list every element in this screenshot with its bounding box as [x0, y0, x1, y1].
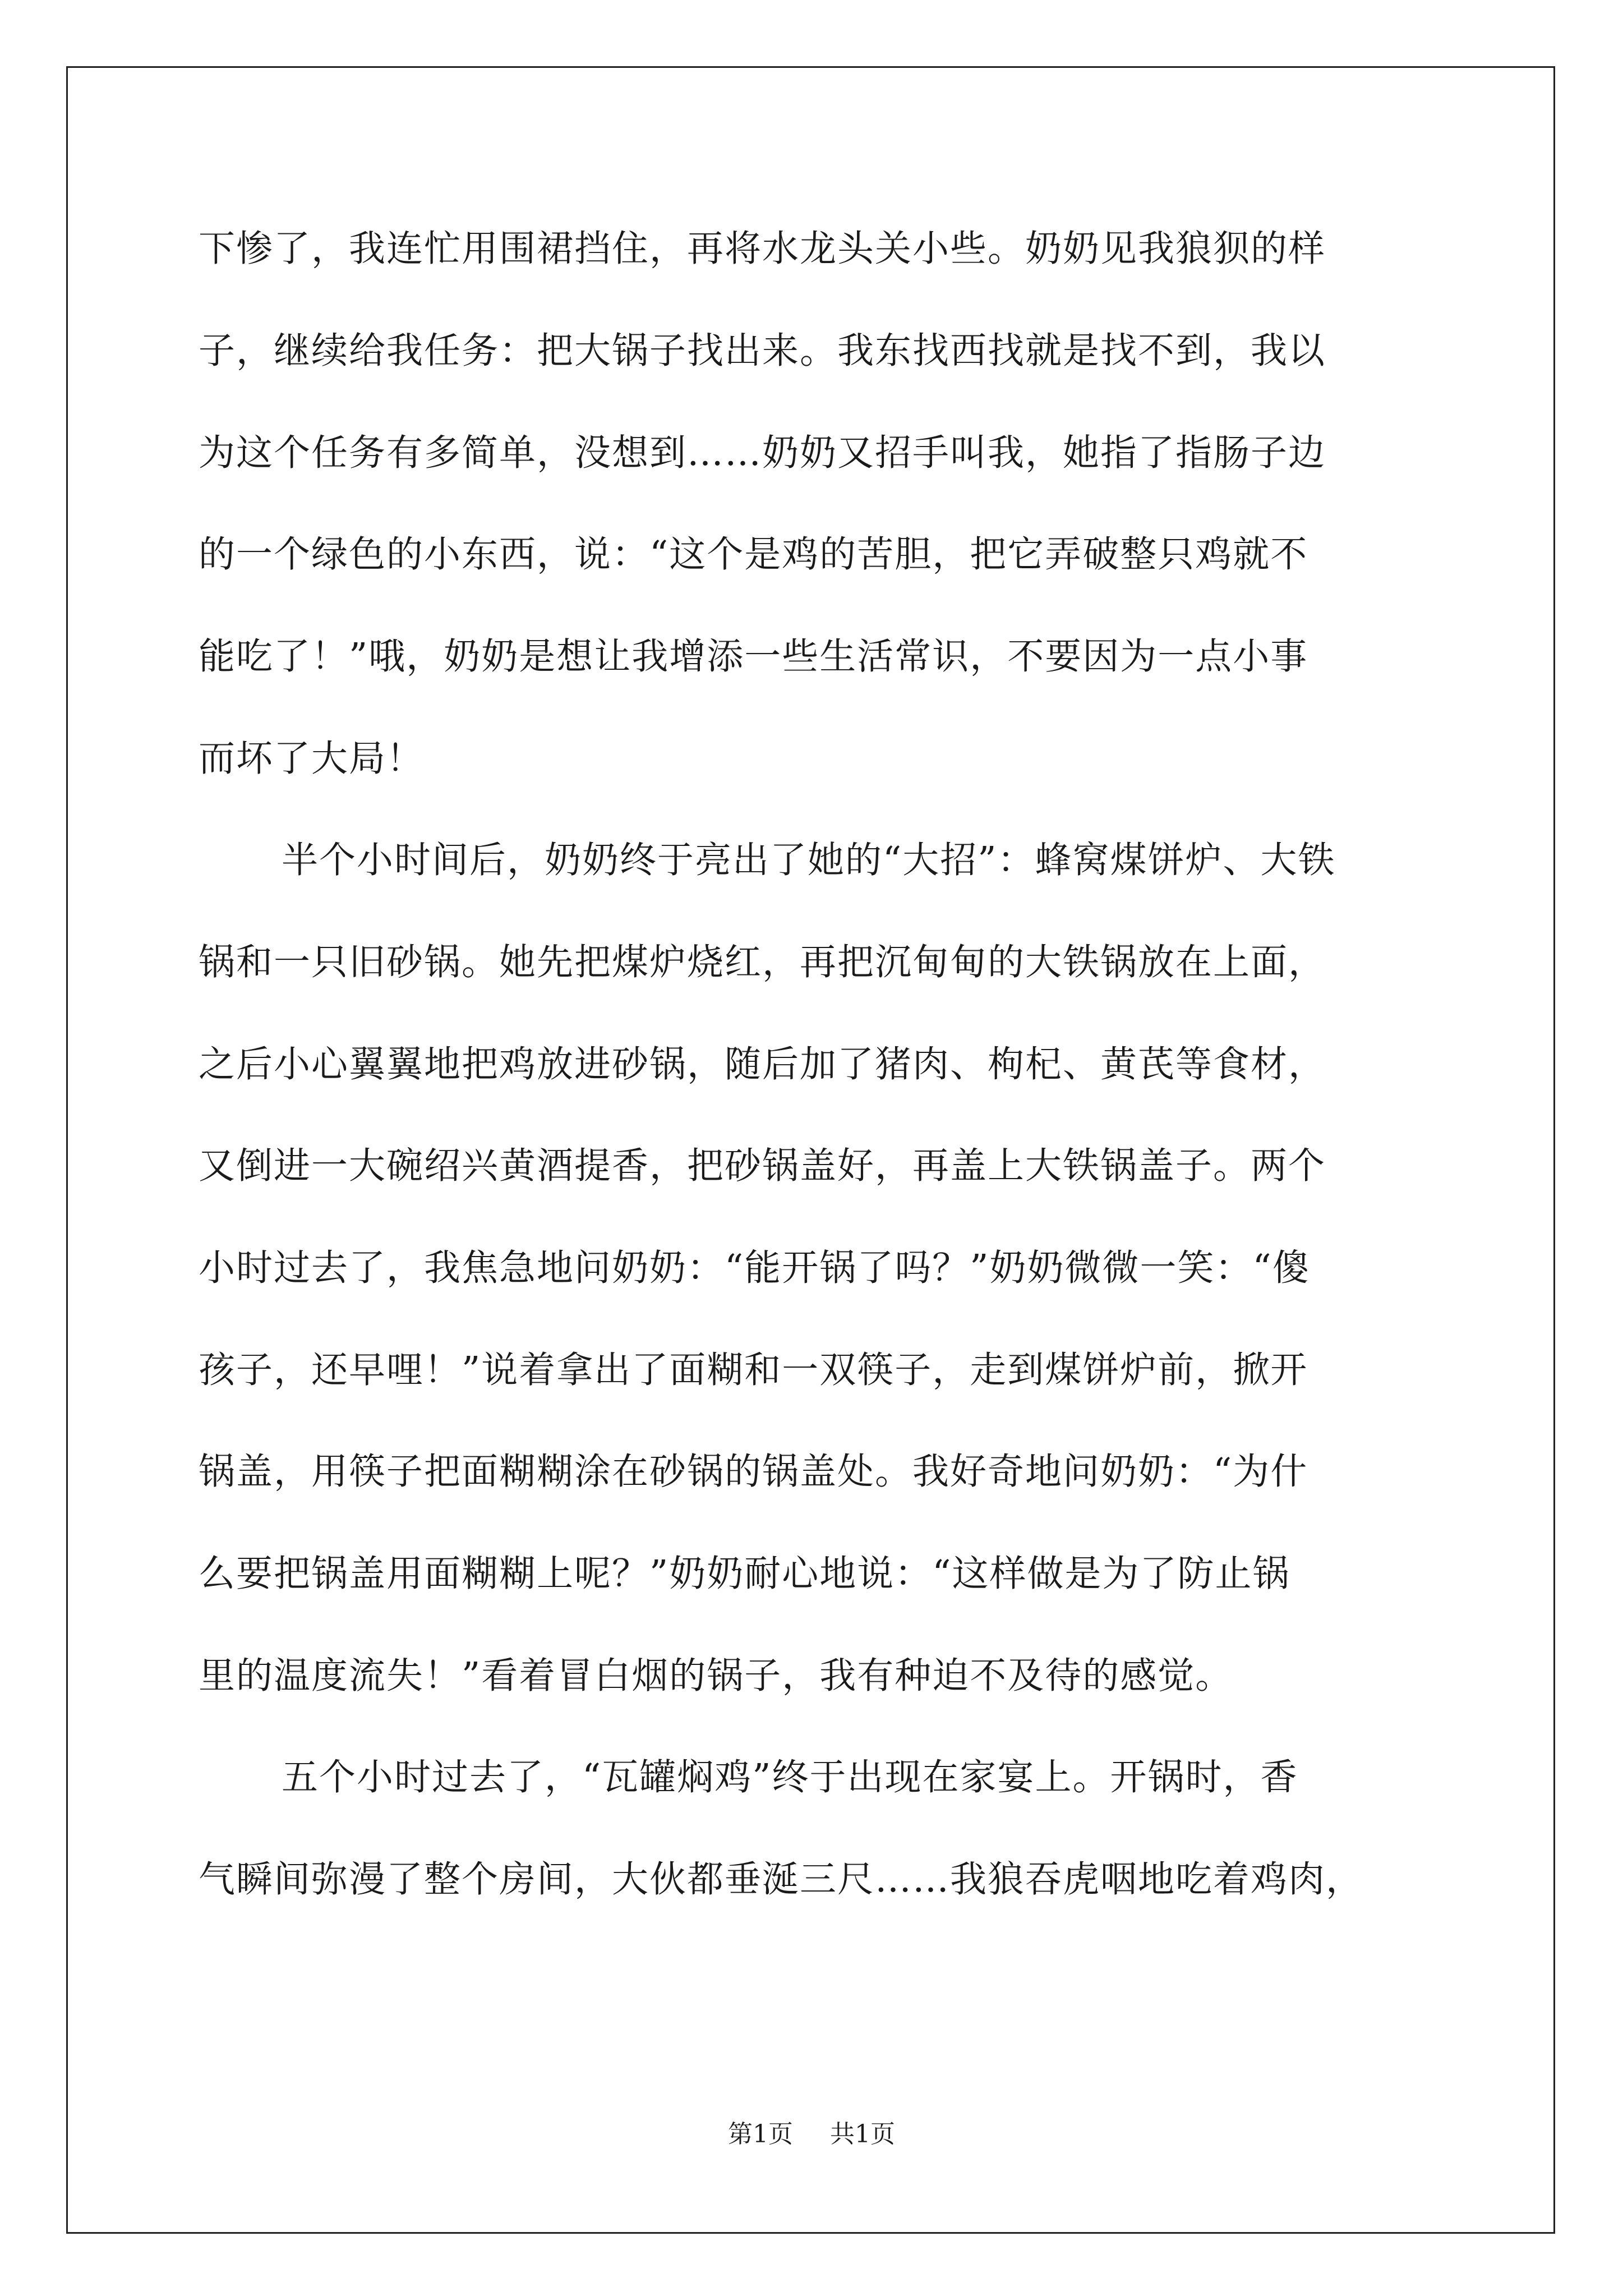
text-line: 气瞬间弥漫了整个房间，大伙都垂涎三尺……我狼吞虎咽地吃着鸡肉，	[199, 1858, 1364, 1901]
text-line: 之后小心翼翼地把鸡放进砂锅，随后加了猪肉、枸杞、黄芪等食材，	[199, 1043, 1326, 1085]
text-line: 小时过去了，我焦急地问奶奶：“能开锅了吗？”奶奶微微一笑：“傻	[199, 1247, 1310, 1289]
text-line: 半个小时间后，奶奶终于亮出了她的“大招”：蜂窝煤饼炉、大铁	[282, 839, 1336, 881]
text-line: 锅盖，用筷子把面糊糊涂在砂锅的锅盖处。我好奇地问奶奶：“为什	[199, 1451, 1308, 1493]
text-line: 子，继续给我任务：把大锅子找出来。我东找西找就是找不到，我以	[199, 330, 1326, 372]
text-line: 里的温度流失！”看着冒白烟的锅子，我有种迫不及待的感觉。	[199, 1655, 1233, 1697]
text-line: 五个小时过去了，“瓦罐焖鸡”终于出现在家宴上。开锅时，香	[282, 1756, 1298, 1798]
text-line: 又倒进一大碗绍兴黄酒提香，把砂锅盖好，再盖上大铁锅盖子。两个	[199, 1145, 1326, 1187]
text-line: 的一个绿色的小东西，说：“这个是鸡的苦胆，把它弄破整只鸡就不	[199, 533, 1308, 576]
text-line: 锅和一只旧砂锅。她先把煤炉烧红，再把沉甸甸的大铁锅放在上面，	[199, 941, 1326, 983]
text-line: 下惨了，我连忙用围裙挡住，再将水龙头关小些。奶奶见我狼狈的样	[199, 228, 1326, 270]
text-line: 孩子，还早哩！”说着拿出了面糊和一双筷子，走到煤饼炉前，掀开	[199, 1349, 1308, 1391]
page-total: 共1页	[830, 2120, 895, 2148]
page-footer	[0, 2118, 1623, 2151]
text-line: 为这个任务有多简单，没想到……奶奶又招手叫我，她指了指肠子边	[199, 432, 1326, 474]
text-line: 能吃了！”哦，奶奶是想让我增添一些生活常识，不要因为一点小事	[199, 636, 1308, 678]
text-line: 而坏了大局！	[199, 738, 425, 780]
text-line: 么要把锅盖用面糊糊上呢？”奶奶耐心地说：“这样做是为了防止锅	[199, 1553, 1290, 1595]
page-number: 第1页	[728, 2120, 793, 2148]
